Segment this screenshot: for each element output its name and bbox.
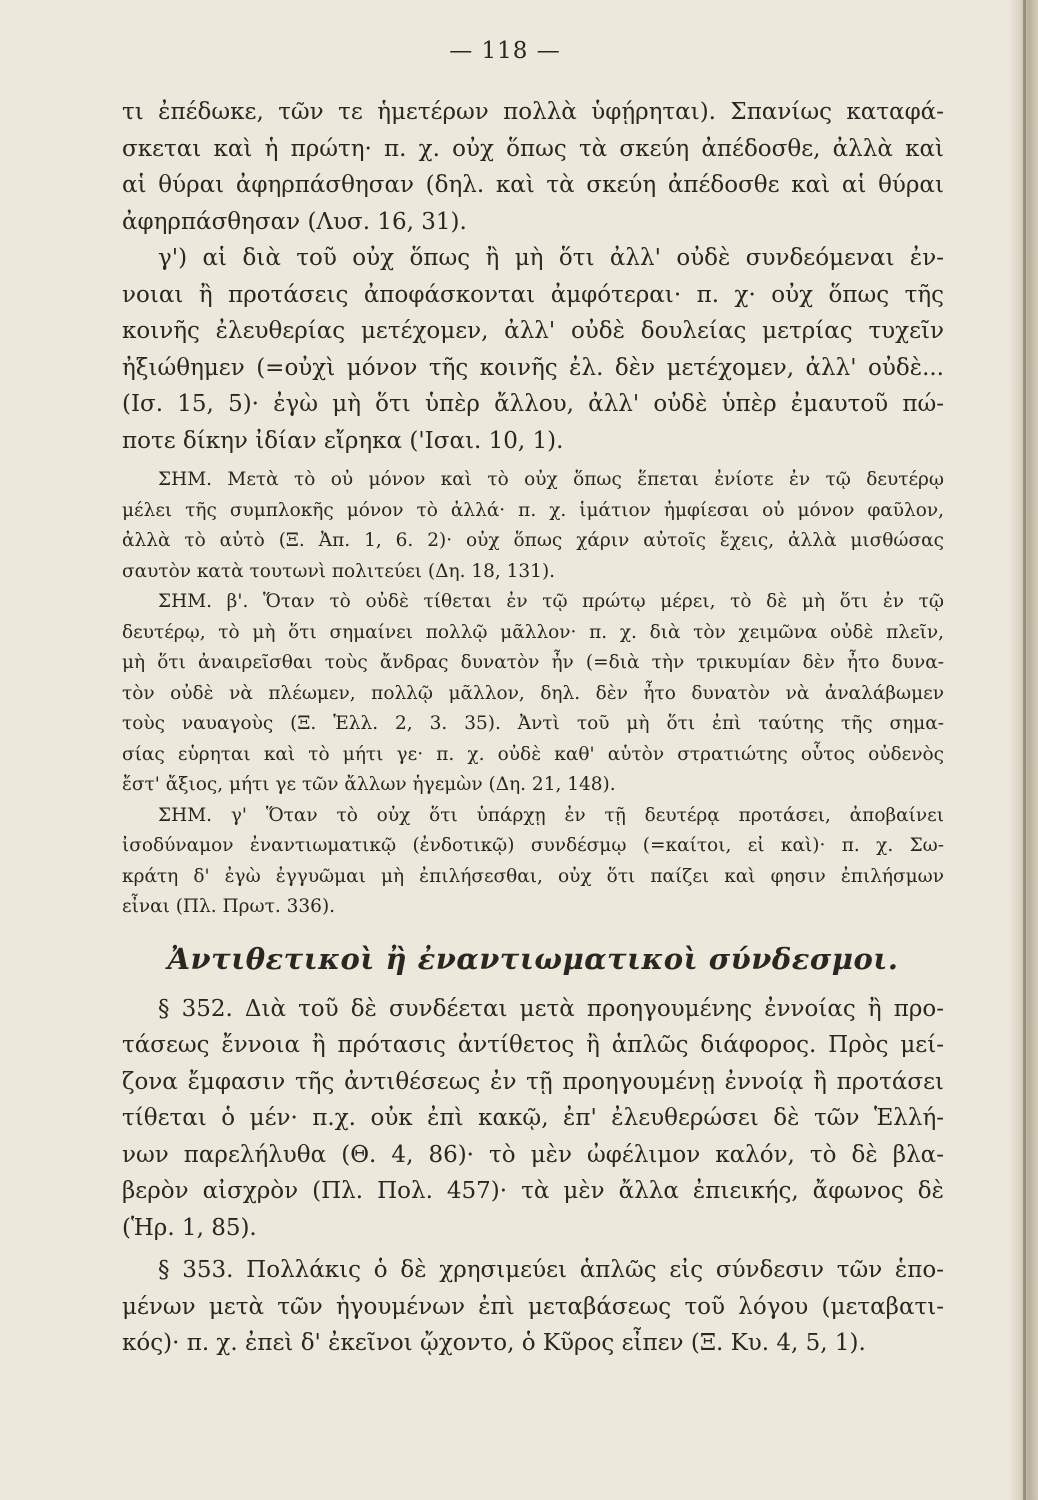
text-line: τὸν οὐδὲ νὰ πλέωμεν, πολλῷ μᾶλλον, δηλ. δὲν ἦτο δυνατὸν νὰ ἀναλάβωμεν bbox=[122, 682, 944, 704]
text-line: νων παρελήλυθα (Θ. 4, 86)· τὸ μὲν ὠφέλιμον καλόν, τὸ δὲ βλα- bbox=[122, 1141, 944, 1168]
text-line: ποτε δίκην ἰδίαν εἴρηκα ('Ισαι. 10, 1). bbox=[122, 427, 564, 454]
text-line: ἰσοδύναμον ἐναντιωματικῷ (ἐνδοτικῷ) συνδέσμῳ (=καίτοι, εἰ καὶ)· π. χ. Σω- bbox=[122, 835, 944, 856]
text-line: ἠξιώθημεν (=οὐχὶ μόνον τῆς κοινῆς ἐλ. δὲν μετέχομεν, ἀλλ' οὐδὲ... bbox=[122, 354, 944, 381]
note-paragraph bbox=[122, 465, 944, 587]
section-heading: Ἀντιθετικοὶ ἢ ἐναντιωματικοὶ σύνδεσμοι. bbox=[167, 941, 899, 976]
text-line: νοιαι ἢ προτάσεις ἀποφάσκονται ἀμφότεραι· π. χ· οὐχ ὅπως τῆς bbox=[122, 281, 944, 308]
text-line: ἀφηρπάσθησαν (Λυσ. 16, 31). bbox=[122, 208, 467, 235]
text-line: ἔστ' ἄξιος, μήτι γε τῶν ἄλλων ἡγεμὼν (Δη. 21, 148). bbox=[122, 774, 616, 795]
text-line: σίας εὑρηται καὶ τὸ μήτι γε· π. χ. οὐδὲ καθ' αὑτὸν στρατιώτης οὗτος οὐδενὸς bbox=[122, 743, 944, 765]
note-paragraph bbox=[122, 587, 944, 801]
paragraph bbox=[122, 240, 944, 459]
text-line: κοινῆς ἐλευθερίας μετέχομεν, ἀλλ' οὐδὲ δουλείας μετρίας τυχεῖν bbox=[122, 318, 944, 344]
text-line: § 352. Διὰ τοῦ δὲ συνδέεται μετὰ προηγουμένης ἐννοίας ἢ προ- bbox=[158, 995, 944, 1022]
text-line: τι ἐπέδωκε, τῶν τε ἡμετέρων πολλὰ ὑφῄρηται). Σπανίως καταφά- bbox=[122, 99, 944, 125]
note-paragraph bbox=[122, 801, 944, 923]
text-line: δευτέρῳ, τὸ μὴ ὅτι σημαίνει πολλῷ μᾶλλον· π. χ. διὰ τὸν χειμῶνα οὐδὲ πλεῖν, bbox=[122, 621, 944, 643]
text-line: § 353. Πολλάκις ὁ δὲ χρησιμεύει ἁπλῶς εἰς σύνδεσιν τῶν ἑπο- bbox=[158, 1257, 944, 1283]
page-edge bbox=[1023, 0, 1026, 1500]
text-line: γ') αἱ διὰ τοῦ οὐχ ὅπως ἢ μὴ ὅτι ἀλλ' οὐδὲ συνδεόμεναι ἐν- bbox=[158, 245, 944, 271]
text-line: βερὸν αἰσχρὸν (Πλ. Πολ. 457)· τὰ μὲν ἄλλα ἐπιεικής, ἄφωνος δὲ bbox=[122, 1178, 944, 1204]
text-line: σαυτὸν κατὰ τουτωνὶ πολιτεύει (Δη. 18, 131). bbox=[122, 560, 556, 582]
text-line: τίθεται ὁ μέν· π.χ. οὐκ ἐπὶ κακῷ, ἐπ' ἐλευθερώσει δὲ τῶν Ἑλλή- bbox=[122, 1105, 944, 1131]
text-line: τοὺς ναυαγοὺς (Ξ. Ἑλλ. 2, 3. 35). Ἀντὶ τοῦ μὴ ὅτι ἐπὶ ταύτης τῆς σημα- bbox=[122, 713, 944, 734]
text-line: κός)· π. χ. ἐπεὶ δ' ἐκεῖνοι ᾤχοντο, ὁ Κῦρος εἶπεν (Ξ. Κυ. 4, 5, 1). bbox=[122, 1330, 866, 1356]
text-line: τάσεως ἔννοια ἢ πρότασις ἀντίθετος ἢ ἁπλῶς διάφορος. Πρὸς μεί- bbox=[122, 1032, 944, 1058]
text-line: κράτη δ' ἐγὼ ἐγγυῶμαι μὴ ἐπιλήσεσθαι, οὐχ ὅτι παίζει καὶ φησιν ἐπιλήσμων bbox=[122, 865, 944, 887]
text-line: (Ἡρ. 1, 85). bbox=[122, 1214, 257, 1241]
text-line: ἀλλὰ τὸ αὐτὸ (Ξ. Ἀπ. 1, 6. 2)· οὐχ ὅπως χάριν αὐτοῖς ἔχεις, ἀλλὰ μισθώσας bbox=[122, 530, 944, 551]
text-line: ΣΗΜ. β'. Ὅταν τὸ οὐδὲ τίθεται ἐν τῷ πρώτῳ μέρει, τὸ δὲ μὴ ὅτι ἐν τῷ bbox=[158, 591, 944, 612]
page-number: — 118 — bbox=[449, 38, 561, 64]
text-line: ΣΗΜ. γ' Ὅταν τὸ οὐχ ὅτι ὑπάρχῃ ἐν τῇ δευτέρᾳ προτάσει, ἀποβαίνει bbox=[158, 804, 944, 826]
paragraph bbox=[122, 1252, 944, 1362]
text-line: μὴ ὅτι ἀναιρεῖσθαι τοὺς ἄνδρας δυνατὸν ἦν (=διὰ τὴν τρικυμίαν δὲν ἦτο δυνα- bbox=[122, 652, 944, 673]
page-body bbox=[122, 94, 944, 1362]
paragraph bbox=[122, 94, 944, 240]
text-line: μέλει τῆς συμπλοκῆς μόνον τὸ ἀλλά· π. χ. ἱμάτιον ἠμφίεσαι οὐ μόνον φαῦλον, bbox=[122, 499, 944, 521]
text-line: ζονα ἔμφασιν τῆς ἀντιθέσεως ἐν τῇ προηγουμένῃ ἐννοίᾳ ἢ προτάσει bbox=[122, 1068, 944, 1095]
text-line: ΣΗΜ. Μετὰ τὸ οὐ μόνον καὶ τὸ οὐχ ὅπως ἕπεται ἐνίοτε ἐν τῷ δευτέρῳ bbox=[158, 469, 944, 490]
text-line: εἶναι (Πλ. Πρωτ. 336). bbox=[122, 896, 336, 917]
text-line: αἱ θύραι ἀφηρπάσθησαν (δηλ. καὶ τὰ σκεύη ἀπέδοσθε καὶ αἱ θύραι bbox=[122, 172, 944, 198]
text-line: σκεται καὶ ἡ πρώτη· π. χ. οὐχ ὅπως τὰ σκεύη ἀπέδοσθε, ἀλλὰ καὶ bbox=[122, 135, 944, 162]
paragraph bbox=[122, 991, 944, 1247]
text-line: (Ισ. 15, 5)· ἐγὼ μὴ ὅτι ὑπὲρ ἄλλου, ἀλλ' οὐδὲ ὑπὲρ ἐμαυτοῦ πώ- bbox=[122, 391, 944, 417]
text-line: μένων μετὰ τῶν ἡγουμένων ἐπὶ μεταβάσεως τοῦ λόγου (μεταβατι- bbox=[122, 1293, 944, 1320]
